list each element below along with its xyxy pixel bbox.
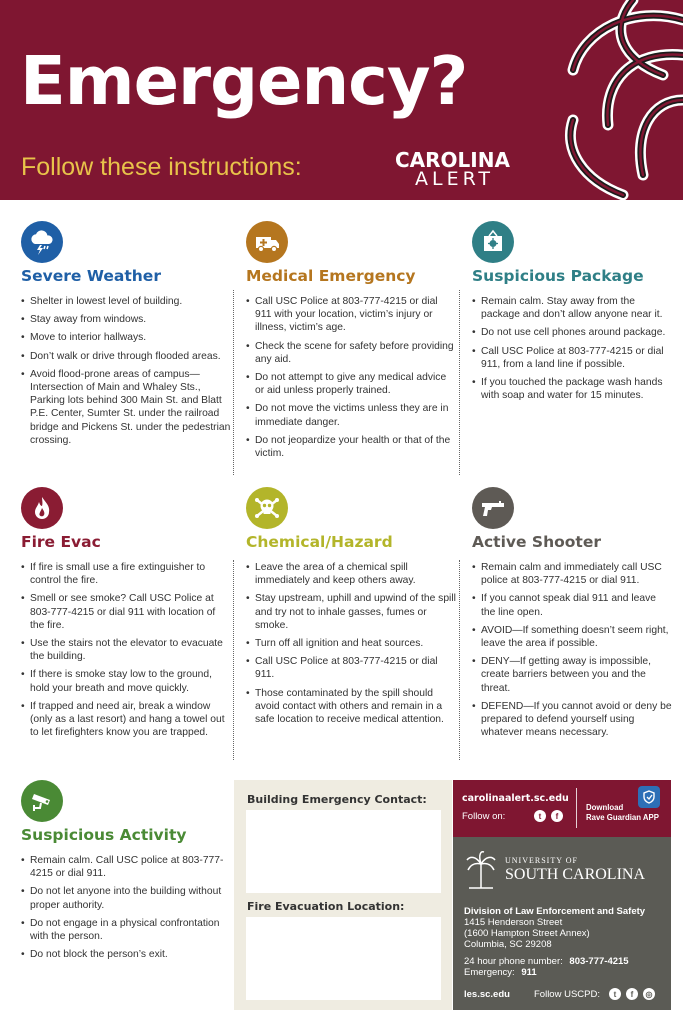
list-item: • If fire is small use a fire extinguisher to control the fire. — [21, 561, 231, 587]
list-item: • Remain calm and immediately call USC police at 803-777-4215 or dial 911. — [472, 561, 672, 587]
list-item: • Remain calm. Stay away from the package and don’t allow anyone near it. — [472, 295, 672, 321]
list-item: • DEFEND—If you cannot avoid or deny be prepared to defend yourself using whatever means necessary. — [472, 700, 672, 740]
logo-line-2: ALERT — [415, 168, 495, 190]
section-active-shooter — [472, 487, 672, 744]
building-contact-label: Building Emergency Contact: — [247, 793, 427, 806]
list-item: • Move to interior hallways. — [21, 331, 231, 344]
list-item: • Do not jeopardize your health or that of the victim. — [246, 434, 456, 460]
info-panel — [453, 780, 671, 1010]
rave-guardian-label: Rave Guardian APP — [586, 813, 659, 822]
list-item: • Do not let anyone into the building without proper authority. — [21, 885, 231, 911]
division-name: Division of Law Enforcement and Safety — [464, 906, 646, 917]
list-item: • Do not block the person’s exit. — [21, 948, 231, 961]
download-label: Download — [586, 803, 624, 812]
list-item: • If you cannot speak dial 911 and leave the line open. — [472, 592, 672, 618]
instruction-list — [246, 561, 456, 726]
flame-icon — [21, 487, 63, 529]
twitter-icon[interactable]: t — [534, 810, 546, 822]
instruction-list — [472, 561, 672, 739]
address-line-3: Columbia, SC 29208 — [464, 939, 552, 950]
phone-label: 24 hour phone number: — [464, 956, 563, 967]
list-item: • AVOID—If something doesn’t seem right, leave the area if possible. — [472, 624, 672, 650]
list-item: • Do not engage in a physical confrontation with the person. — [21, 917, 231, 943]
instagram-icon[interactable]: ◎ — [643, 988, 655, 1000]
header-banner — [0, 0, 683, 200]
instruction-list — [21, 561, 231, 739]
list-item: • Shelter in lowest level of building. — [21, 295, 231, 308]
section-suspicious-activity — [21, 780, 231, 966]
ambulance-icon — [246, 221, 288, 263]
list-item: • Call USC Police at 803-777-4215 or dial 911, from a land line if possible. — [472, 345, 672, 371]
section-title: Fire Evac — [21, 533, 101, 551]
skull-crossbones-icon — [246, 487, 288, 529]
follow-on-label: Follow on: — [462, 811, 506, 822]
phone-number[interactable]: 803-777-4215 — [569, 956, 629, 967]
list-item: • Call USC Police at 803-777-4215 or dial 911 with your location, victim’s injury or illness, victim’s age. — [246, 295, 456, 335]
building-contact-panel — [234, 780, 452, 1010]
page-subtitle: Follow these instructions: — [21, 153, 302, 181]
address-line-1: 1415 Henderson Street — [464, 917, 563, 928]
instruction-list — [21, 854, 231, 961]
column-divider — [233, 290, 234, 475]
column-divider — [459, 560, 460, 760]
facebook-icon[interactable]: f — [551, 810, 563, 822]
section-title: Chemical/Hazard — [246, 533, 393, 551]
info-panel-header — [453, 780, 671, 837]
fire-evacuation-label: Fire Evacuation Location: — [247, 900, 405, 913]
section-title: Medical Emergency — [246, 267, 416, 285]
facebook-icon[interactable]: f — [626, 988, 638, 1000]
list-item: • Smell or see smoke? Call USC Police at 803-777-4215 or dial 911 with location of the fire. — [21, 592, 231, 632]
instruction-list — [246, 295, 456, 460]
list-item: • Do not move the victims unless they are in immediate danger. — [246, 402, 456, 428]
list-item: • Turn off all ignition and heat sources. — [246, 637, 456, 650]
package-icon — [472, 221, 514, 263]
column-divider — [459, 290, 460, 475]
section-fire-evac — [21, 487, 231, 744]
section-title: Suspicious Package — [472, 267, 644, 285]
list-item: • If there is smoke stay low to the ground, hold your breath and move quickly. — [21, 668, 231, 694]
section-title: Severe Weather — [21, 267, 161, 285]
university-of-label: UNIVERSITY OF — [505, 856, 578, 865]
section-title: Suspicious Activity — [21, 826, 187, 844]
list-item: • Check the scene for safety before providing any aid. — [246, 340, 456, 366]
instruction-list — [21, 295, 231, 447]
list-item: • Do not attempt to give any medical advice or aid unless properly trained. — [246, 371, 456, 397]
palmetto-tree-icon — [464, 850, 498, 890]
address-line-2: (1600 Hampton Street Annex) — [464, 928, 590, 939]
section-medical-emergency — [246, 221, 456, 465]
list-item: • Stay away from windows. — [21, 313, 231, 326]
instruction-list — [472, 295, 672, 402]
page-title: Emergency? — [20, 42, 468, 120]
emergency-label: Emergency: — [464, 967, 515, 978]
twitter-icon[interactable]: t — [609, 988, 621, 1000]
section-title: Active Shooter — [472, 533, 601, 551]
emergency-row — [464, 967, 537, 978]
handgun-icon — [472, 487, 514, 529]
list-item: • Leave the area of a chemical spill immediately and keep others away. — [246, 561, 456, 587]
vertical-divider — [576, 788, 577, 828]
list-item: • Use the stairs not the elevator to evacuate the building. — [21, 637, 231, 663]
follow-uscpd-label: Follow USCPD: — [534, 989, 600, 1000]
list-item: • Call USC Police at 803-777-4215 or dial 911. — [246, 655, 456, 681]
emergency-number[interactable]: 911 — [521, 967, 537, 978]
fire-evacuation-field[interactable] — [246, 917, 441, 1000]
list-item: • Stay upstream, uphill and upwind of the spill and try not to inhale gasses, fumes or smoke. — [246, 592, 456, 632]
list-item: • Don’t walk or drive through flooded areas. — [21, 350, 231, 363]
security-camera-icon — [21, 780, 63, 822]
section-chemical-hazard — [246, 487, 456, 731]
list-item: • Remain calm. Call USC police at 803-777-4215 or dial 911. — [21, 854, 231, 880]
rave-guardian-shield-icon[interactable] — [638, 786, 660, 808]
list-item: • If trapped and need air, break a window (only as a last resort) and hang a towel out to let firefighters know you are trapped. — [21, 700, 231, 740]
column-divider — [233, 560, 234, 760]
south-carolina-label: SOUTH CAROLINA — [505, 866, 645, 883]
palmetto-decoration-icon — [513, 0, 683, 200]
list-item: • DENY—If getting away is impossible, create barriers between you and the threat. — [472, 655, 672, 695]
usc-logo — [464, 850, 664, 895]
section-severe-weather — [21, 221, 231, 452]
les-link[interactable]: les.sc.edu — [464, 989, 510, 1000]
list-item: • Do not use cell phones around package. — [472, 326, 672, 339]
building-contact-field[interactable] — [246, 810, 441, 893]
list-item: • Avoid flood-prone areas of campus—Intersection of Main and Whaley Sts., Parking lots behind 300 Main St. and Blatt P.E. Center, Sumter St. under the railroad bridge and Pickens St. under the pedestrian crossing. — [21, 368, 231, 447]
section-suspicious-package — [472, 221, 672, 407]
list-item: • If you touched the package wash hands with soap and water for 15 minutes. — [472, 376, 672, 402]
phone-row — [464, 956, 629, 967]
list-item: • Those contaminated by the spill should avoid contact with others and remain in a safe location to receive medical attention. — [246, 687, 456, 727]
storm-cloud-icon — [21, 221, 63, 263]
logo-line-1: CAROLINA — [395, 148, 510, 172]
carolina-alert-link[interactable]: carolinaalert.sc.edu — [462, 793, 569, 804]
